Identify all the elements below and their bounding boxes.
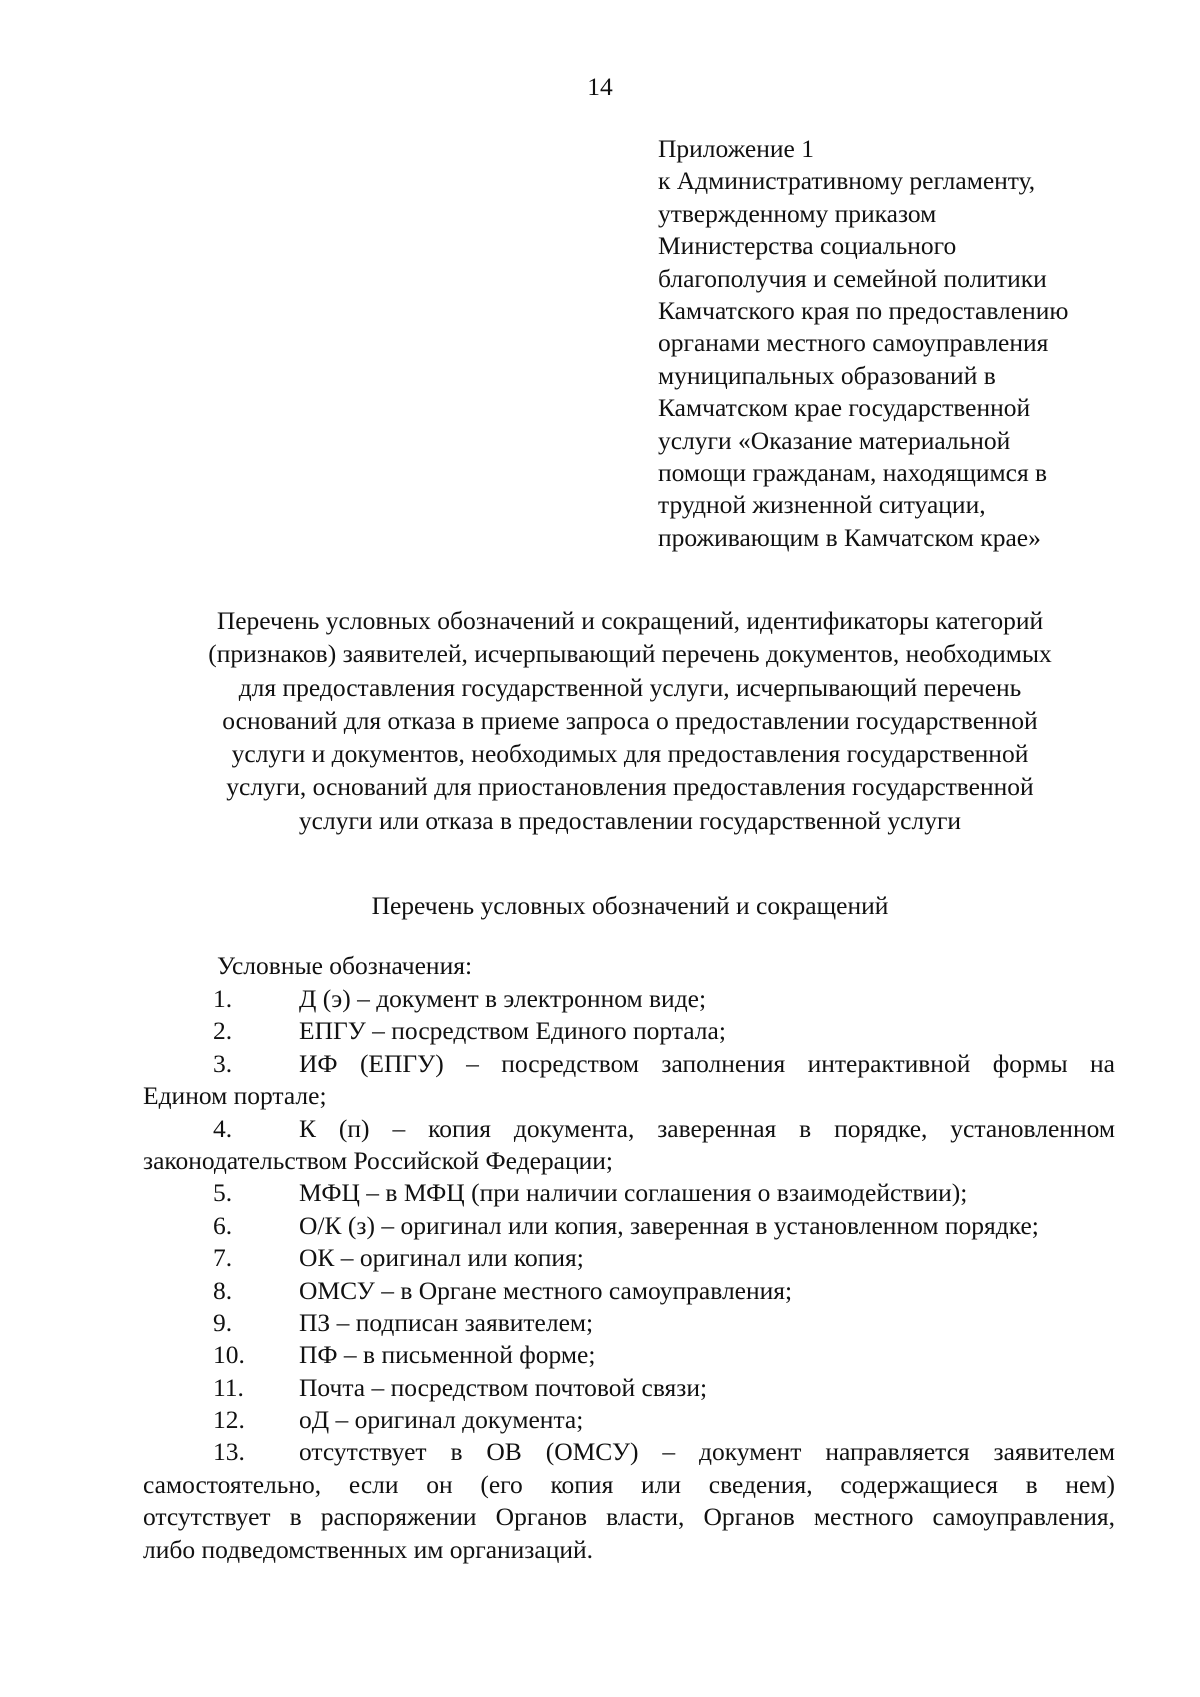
title-line: оснований для отказа в приеме запроса о предоставлении государственной [222, 705, 1038, 735]
list-item [143, 1048, 1115, 1080]
list-item [143, 1275, 1115, 1307]
item-text: К (п) – копия документа, заверенная в порядке, установленном [299, 1113, 1115, 1143]
item-text-continuation: отсутствует в распоряжении Органов власти, Органов местного самоуправления, [143, 1502, 1115, 1532]
title-line: услуги, оснований для приостановления предоставления государственной [226, 772, 1034, 802]
item-number: 8. [213, 1275, 233, 1305]
item-text: ЕПГУ – посредством Единого портала; [299, 1016, 726, 1046]
item-text: О/К (з) – оригинал или копия, заверенная в установленном порядке; [299, 1210, 1039, 1240]
appendix-block [658, 133, 1178, 554]
item-number: 12. [213, 1405, 245, 1435]
item-text: ПЗ – подписан заявителем; [299, 1307, 594, 1337]
appendix-line: услуги «Оказание материальной [658, 425, 1011, 455]
item-text: ОК – оригинал или копия; [299, 1243, 584, 1273]
item-text-continuation: Едином портале; [143, 1081, 327, 1111]
list-item [143, 983, 1115, 1015]
list-item [143, 1177, 1115, 1209]
appendix-line: Приложение 1 [658, 134, 814, 163]
section-subtitle: Перечень условных обозначений и сокращений [371, 891, 889, 920]
title-line: услуги или отказа в предоставлении государственной услуги [298, 805, 962, 835]
appendix-line: муниципальных образований в [658, 360, 996, 390]
item-number: 13. [213, 1437, 245, 1467]
appendix-line: Министерства социального [658, 231, 957, 261]
item-text: ОМСУ – в Органе местного самоуправления; [299, 1275, 793, 1305]
list-item [143, 1372, 1115, 1404]
title-line: Перечень условных обозначений и сокращений, идентификаторы категорий [216, 606, 1044, 635]
legend-heading: Условные обозначения: [217, 951, 473, 980]
appendix-line: благополучия и семейной политики [658, 263, 1047, 293]
item-text-continuation: самостоятельно, если он (его копия или сведения, содержащиеся в нем) [143, 1469, 1115, 1499]
list-item [143, 1242, 1115, 1274]
item-text: ПФ – в письменной форме; [299, 1340, 596, 1370]
list-item [143, 1015, 1115, 1047]
list-item [143, 1210, 1115, 1242]
appendix-line: трудной жизненной ситуации, [658, 490, 986, 520]
item-number: 6. [213, 1210, 233, 1240]
appendix-line: Камчатского края по предоставлению [658, 296, 1069, 326]
document-title [130, 604, 1130, 837]
page-number: 14 [587, 72, 613, 101]
appendix-line: помощи гражданам, находящимся в [658, 458, 1048, 488]
appendix-line: Камчатском крае государственной [658, 393, 1031, 423]
item-text: Д (э) – документ в электронном виде; [299, 984, 707, 1013]
list-item [143, 1339, 1115, 1371]
list-item [143, 1404, 1115, 1436]
item-text: ИФ (ЕПГУ) – посредством заполнения интерактивной формы на [299, 1048, 1115, 1078]
item-text-continuation: либо подведомственных им организаций. [143, 1534, 594, 1564]
item-text: отсутствует в ОВ (ОМСУ) – документ направляется заявителем [299, 1437, 1115, 1467]
item-number: 9. [213, 1307, 233, 1337]
abbreviation-list [143, 983, 1115, 1566]
appendix-line: проживающим в Камчатском крае» [658, 522, 1041, 552]
item-number: 11. [213, 1372, 244, 1402]
appendix-line: органами местного самоуправления [658, 328, 1049, 358]
item-text-continuation: законодательством Российской Федерации; [143, 1145, 614, 1175]
appendix-line: к Административному регламенту, [658, 166, 1036, 196]
item-number: 3. [213, 1048, 233, 1078]
item-number: 1. [213, 984, 233, 1013]
title-line: для предоставления государственной услуги, исчерпывающий перечень [238, 672, 1022, 702]
title-line: (признаков) заявителей, исчерпывающий перечень документов, необходимых [208, 639, 1052, 669]
list-item [143, 1436, 1115, 1468]
list-item [143, 1113, 1115, 1145]
list-item [143, 1307, 1115, 1339]
item-text: МФЦ – в МФЦ (при наличии соглашения о взаимодействии); [299, 1178, 968, 1208]
item-number: 7. [213, 1243, 233, 1273]
title-line: услуги и документов, необходимых для предоставления государственной [231, 739, 1029, 769]
appendix-line: утвержденному приказом [658, 198, 937, 228]
item-text: оД – оригинал документа; [299, 1405, 584, 1435]
item-number: 4. [213, 1113, 233, 1143]
item-number: 10. [213, 1340, 245, 1370]
item-text: Почта – посредством почтовой связи; [299, 1372, 708, 1402]
item-number: 2. [213, 1016, 233, 1046]
item-number: 5. [213, 1178, 233, 1208]
